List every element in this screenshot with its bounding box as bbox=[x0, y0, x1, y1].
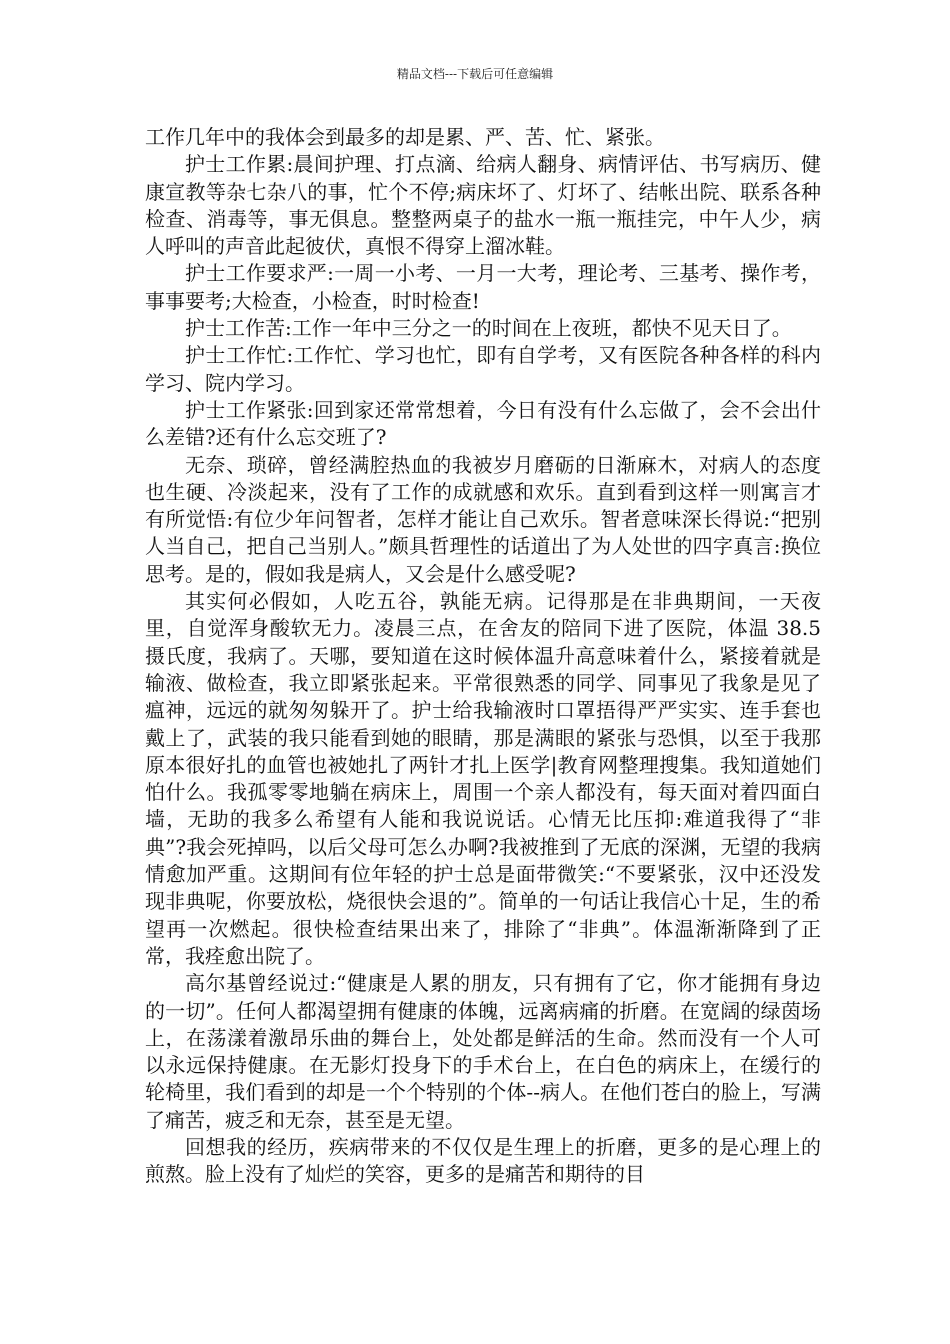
paragraph: 高尔基曾经说过:“健康是人累的朋友，只有拥有了它，你才能拥有身边的一切”。任何人都渴望拥有健康的体魄，远离病痛的折磨。在宽阔的绿茵场上，在荡漾着激昂乐曲的舞台上，处处都是鲜活的生命。然而没有一个人可以永远保持健康。在无影灯投身下的手术台上，在白色的病床上，在缓行的轮椅里，我们看到的却是一个个特别的个体--病人。在他们苍白的脸上，写满了痛苦，疲乏和无奈，甚至是无望。 bbox=[145, 971, 821, 1132]
paragraph: 工作几年中的我体会到最多的却是累、严、苦、忙、紧张。 bbox=[145, 125, 665, 149]
paragraph: 护士工作紧张:回到家还常常想着，今日有没有什么忘做了，会不会出什么差错?还有什么忘交班了? bbox=[145, 397, 821, 450]
paragraph: 无奈、琐碎，曾经满腔热血的我被岁月磨砺的日渐麻木，对病人的态度也生硬、冷淡起来，没有了工作的成就感和欢乐。直到看到这样一则寓言才有所觉悟:有位少年问智者，怎样才能让自己欢乐。智者意味深长得说:“把别人当自己，把自己当别人。”颇具哲理性的话道出了为人处世的四字真言:换位思考。是的，假如我是病人，又会是什么感受呢? bbox=[145, 452, 821, 586]
document-body bbox=[145, 124, 821, 1189]
paragraph: 护士工作累:晨间护理、打点滴、给病人翻身、病情评估、书写病历、健康宣教等杂七杂八的事，忙个不停;病床坏了、灯坏了、结帐出院、联系各种检查、消毒等，事无俱息。整整两桌子的盐水一瓶一瓶挂完，中午人少，病人呼叫的声音此起彼伏，真恨不得穿上溜冰鞋。 bbox=[145, 152, 821, 259]
paragraph: 其实何必假如，人吃五谷，孰能无病。记得那是在非典期间，一天夜里，自觉浑身酸软无力。凌晨三点，在舍友的陪同下进了医院，体温 38.5 摄氏度，我病了。天哪，要知道在这时候体温升高意味着什么，紧接着就是输液、做检查，我立即紧张起来。平常很熟悉的同学、同事见了我象是见了瘟神，远远的就匆匆躲开了。护士给我输液时口罩捂得严严实实、连手套也戴上了，武装的我只能看到她的眼睛，那是满眼的紧张与恐惧，以至于我那原本很好扎的血管也被她扎了两针才扎上医学|教育网整理搜集。我知道她们怕什么。我孤零零地躺在病床上，周围一个亲人都没有，每天面对着四面白墙，无助的我多么希望有人能和我说说话。心情无比压抑:难道我得了“非典”?我会死掉吗，以后父母可怎么办啊?我被推到了无底的深渊，无望的我病情愈加严重。这期间有位年轻的护士总是面带微笑:“不要紧张，汉中还没发现非典呢，你要放松，烧很快会退的”。简单的一句话让我信心十足，生的希望再一次燃起。很快检查结果出来了，排除了“非典”。体温渐渐降到了正常，我痊愈出院了。 bbox=[145, 589, 821, 968]
paragraph: 护士工作苦:工作一年中三分之一的时间在上夜班，都快不见天日了。 bbox=[185, 316, 792, 341]
page-header: 精品文档---下载后可任意编辑 bbox=[396, 67, 554, 81]
paragraph: 回想我的经历，疾病带来的不仅仅是生理上的折磨，更多的是心理上的煎熬。脸上没有了灿烂的笑容，更多的是痛苦和期待的目 bbox=[145, 1134, 821, 1187]
paragraph: 护士工作要求严:一周一小考、一月一大考，理论考、三基考、操作考，事事要考;大检查，小检查，时时检查! bbox=[145, 261, 821, 313]
paragraph: 护士工作忙:工作忙、学习也忙，即有自学考，又有医院各种各样的科内学习、院内学习。 bbox=[145, 343, 821, 395]
